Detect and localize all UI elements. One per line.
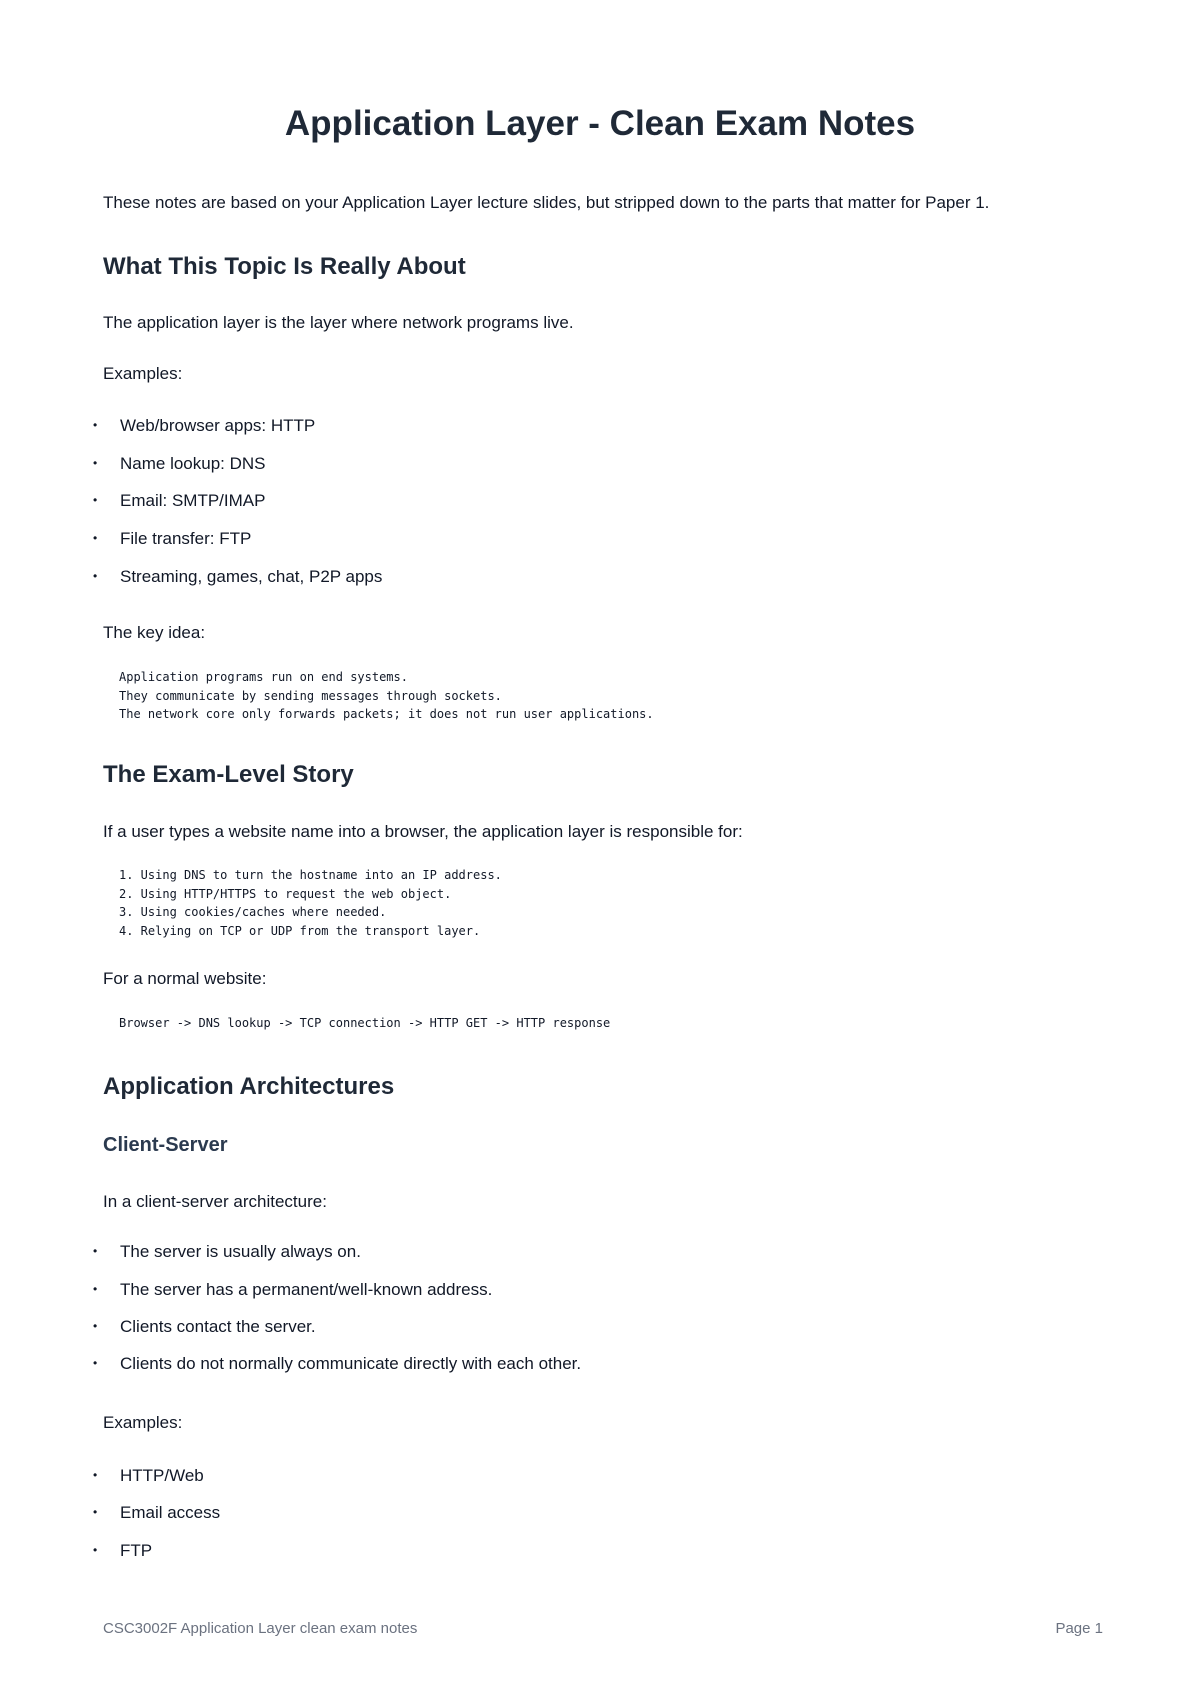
- examples-label: Examples:: [103, 364, 183, 383]
- bullet-icon: •: [93, 1468, 98, 1482]
- section-heading-architectures: Application Architectures: [103, 1073, 395, 1100]
- bullet-icon: •: [93, 493, 98, 507]
- footer-document-name: CSC3002F Application Layer clean exam notes: [103, 1620, 418, 1637]
- section-heading-topic: What This Topic Is Really About: [103, 253, 466, 280]
- bullet-icon: •: [93, 456, 98, 470]
- section3-paragraph: In a client-server architecture:: [103, 1192, 327, 1211]
- footer-page-number: Page 1: [1055, 1620, 1103, 1637]
- section1-paragraph: The application layer is the layer where network programs live.: [103, 313, 574, 332]
- code-block-flow: Browser -> DNS lookup -> TCP connection -> HTTP GET -> HTTP response: [119, 1016, 611, 1030]
- section2-paragraph: If a user types a website name into a browser, the application layer is responsible for:: [103, 822, 743, 841]
- bullet-icon: •: [93, 569, 98, 583]
- section-heading-story: The Exam-Level Story: [103, 761, 354, 788]
- code-block-steps: 1. Using DNS to turn the hostname into an IP address. 2. Using HTTP/HTTPS to request the web object. 3. Using cookies/caches where needed. 4. Relying on TCP or UDP from the transport layer.: [119, 868, 502, 938]
- key-idea-label: The key idea:: [103, 623, 206, 642]
- bullet-icon: •: [93, 1356, 98, 1370]
- bullet-icon: •: [93, 1543, 98, 1557]
- code-block-key-idea: Application programs run on end systems. They communicate by sending messages through sockets. The network core only forwards packets; it does not run user applications.: [119, 670, 654, 721]
- bullet-icon: •: [93, 1244, 98, 1258]
- bullet-icon: •: [93, 418, 98, 432]
- page-title: Application Layer - Clean Exam Notes: [284, 104, 916, 143]
- bullet-icon: •: [93, 1282, 98, 1296]
- subsection-heading-client-server: Client-Server: [103, 1134, 228, 1156]
- bullet-icon: •: [93, 1319, 98, 1333]
- intro-paragraph: These notes are based on your Application Layer lecture slides, but stripped down to the parts that matter for Paper 1.: [103, 193, 990, 212]
- document-page: Application Layer - Clean Exam Notes These notes are based on your Application Layer lecture slides, but stripped down to the parts that matter for Paper 1. What This Topic Is Really About The application layer is the layer where network programs live. Examples: • Web/browser apps: HTTP • Name lookup: DNS • Email: SMTP/IMAP • File transfer: FTP • Streaming, games, chat, P2P apps The key idea: Application programs run on end systems. They communicate by sending messages through sockets. The network core only forwards packets; it does not run user applications. The Exam-Level Story If a user types a website name into a browser, the application layer is responsible for: 1. Using DNS to turn the hostname into an IP address. 2. Using HTTP/HTTPS to request the web object. 3. Using cookies/caches where needed. 4. Relying on TCP or UDP from the transport layer. For a normal website: Browser -> DNS lookup -> TCP connection -> HTTP GET -> HTTP response Application Architectures Client-Server In a client-server architecture: • The server is usually always on. • The server has a permanent/well-known address. • Clients contact the server. • Clients do not normally communicate directly with each other. Examples: • HTTP/Web • Email access • FTP CSC3002F Application Layer clean exam notes Page 1: [0, 0, 1200, 1696]
- bullet-icon: •: [93, 531, 98, 545]
- normal-website-label: For a normal website:: [103, 969, 267, 988]
- examples-label-2: Examples:: [103, 1413, 183, 1432]
- bullet-icon: •: [93, 1505, 98, 1519]
